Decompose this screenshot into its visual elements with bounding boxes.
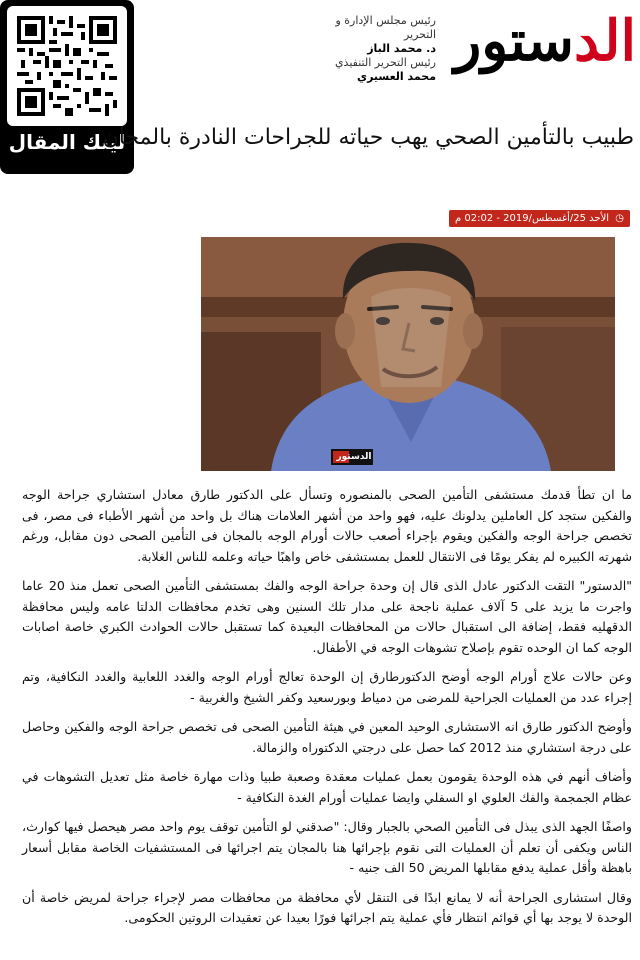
article-headline: طبيب بالتأمين الصحي يهب حياته للجراحات النادرة بالمجان bbox=[102, 125, 634, 150]
article-paragraph: وقال استشارى الجراحة أنه لا يمانع ابدًا فى التنقل لأي محافظة من محافظات مصر لإجراء جراحة لمريض خاصة أن الوحدة لا يوجد بها أي قوائم انتظار فأي عملية يتم اجرائها فورًا بعيدا عن تعقيدات الروتين الحكومى. bbox=[22, 889, 632, 925]
article-paragraph: وعن حالات علاج أورام الوجه أوضح الدكتورطارق إن الوحدة تعالج أورام الوجه والغدد اللعابية والغدد النكافية، وتم إجراء عدد من العمليات الجراحية للمرضى من دمياط وبورسعيد وكفر الشيخ والغربية - bbox=[22, 669, 632, 705]
exec-role: رئيس التحرير التنفيذي bbox=[334, 56, 436, 69]
clock-icon: ◷ bbox=[615, 213, 624, 224]
date-text: الأحد 25/أغسطس/2019 - 02:02 م bbox=[455, 213, 610, 224]
qr-code-icon bbox=[17, 16, 117, 116]
chair-role: رئيس مجلس الإدارة و التحرير bbox=[335, 14, 436, 41]
qr-caption: لينك المقال bbox=[8, 130, 126, 154]
article-photo bbox=[201, 237, 615, 471]
logo-text-red: الد bbox=[573, 8, 636, 74]
date-badge bbox=[449, 210, 630, 227]
article-paragraph: واصفًا الجهد الذى يبذل فى التأمين الصحي بالجبار وقال: "صدقني لو التأمين توقف يوم واحد مصر هيحصل فيها كوارث، الناس ويكفى أن تعلم أن العمليات التى نقوم بإجرائها هنا بالمجان يتم اجرائها فى المستشفيات الخاصة مقابل أسعار باهظة وأقل عملية يدفع مقابلها المريض 50 الف جنيه - bbox=[22, 819, 632, 875]
article-paragraph: ما ان تطأ قدمك مستشفى التأمين الصحى بالمنصوره وتسأل على الدكتور طارق معادل استشاري جراحة الوجه والفكين ستجد كل العاملين يدلونك عليه، فهو واحد من أشهر العلامات هناك بل واحد من أشهر الأطباء فى مصر، فى تخصص جراحة الوجه والفكين ويقوم بإجراء أصعب حالات أورام الوجه بالمجان فى التأمين الصحى دون مقابل، ورغم شهرته الكبيره لم يفكر يومًا فى الانتقال للعمل بمستشفى خاص واهبًا حياته وعلمه للناس الغلابة. bbox=[22, 487, 632, 564]
chair-name: د. محمد الباز bbox=[367, 42, 436, 55]
exec-name: محمد العسيري bbox=[356, 70, 436, 83]
portrait-illustration bbox=[201, 237, 615, 471]
article-paragraph: وأضاف أنهم في هذه الوحدة يقومون بعمل عمليات معقدة وصعبة طبيا وذات مهارة خاصة مثل تعديل التشوهات في عظام الجمجمة والفك العلوي او السفلي وايضا عمليات أورام الغدة النكافية - bbox=[22, 769, 632, 805]
masthead-credits bbox=[318, 14, 436, 84]
article-paragraph: وأوضح الدكتور طارق انه الاستشارى الوحيد المعين في هيئة التأمين الصحى فى تخصص جراحة الوجه والفكين وحاصل على درجة استشاري منذ 2012 كما حصل على درجتي الدكتوراه والزمالة. bbox=[22, 719, 632, 755]
article-paragraph: "الدستور" التقت الدكتور عادل الذى قال إن وحدة جراحة الوجه والفك بمستشفى التأمين الصحى تعمل منذ 20 عاما واجرت ما يزيد على 5 آلاف عملية ناجحة على مدار تلك السنين وهى تخدم محافظات الدلتا عامه وليس محافظة الدقهليه فقط، إضافة الى استقبال حالات من المحافظات البعيدة كما تستقبل حالات الحوادث الكبري خاصة اصابات الوجه كما ان الوحده تقوم بإصلاح تشوهات الوجه في الأطفال. bbox=[22, 578, 632, 655]
photo-watermark: الدستور bbox=[336, 452, 372, 462]
article-body bbox=[22, 485, 632, 938]
newspaper-logo bbox=[448, 6, 636, 86]
qr-code bbox=[7, 6, 127, 126]
logo-text-black: ستور bbox=[454, 8, 574, 74]
